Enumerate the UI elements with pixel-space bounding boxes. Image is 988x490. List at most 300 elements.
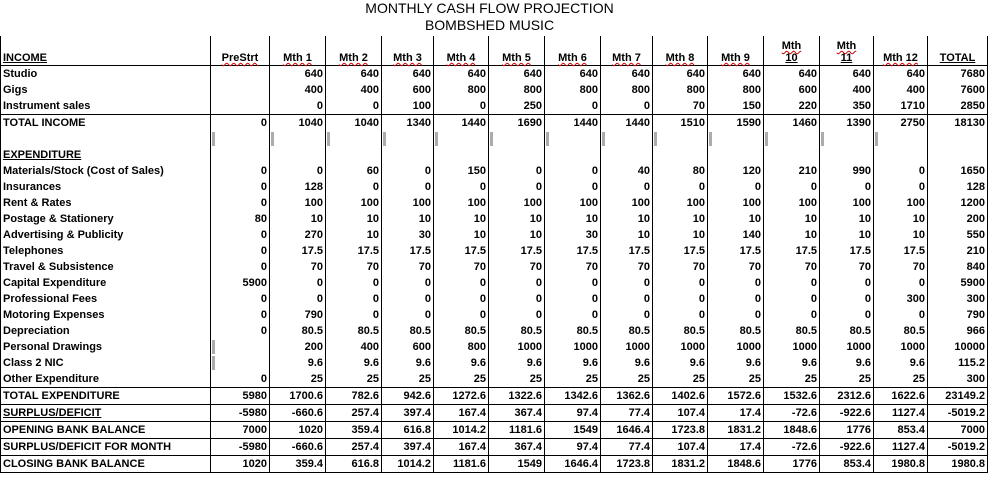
cell-prestart[interactable]: 0 bbox=[211, 195, 270, 211]
cell-m1[interactable] bbox=[270, 147, 326, 163]
cell-m10[interactable]: 600 bbox=[764, 82, 820, 98]
cell-m5[interactable]: 1000 bbox=[489, 339, 545, 355]
cell-m10[interactable]: 0 bbox=[764, 275, 820, 291]
cell-m8[interactable] bbox=[653, 147, 708, 163]
cell-m9[interactable]: 120 bbox=[708, 163, 764, 179]
cell-m7[interactable]: 10 bbox=[601, 227, 653, 243]
row-label[interactable]: SURPLUS/DEFICIT bbox=[1, 405, 211, 422]
cell-m10[interactable]: 0 bbox=[764, 291, 820, 307]
cell-total[interactable]: 1200 bbox=[928, 195, 988, 211]
cell-m11[interactable]: 70 bbox=[820, 259, 874, 275]
cell-m6[interactable]: 0 bbox=[545, 291, 601, 307]
cell-m10[interactable]: -72.6 bbox=[764, 405, 820, 422]
cell-m1[interactable]: 80.5 bbox=[270, 323, 326, 339]
cell-m4[interactable]: 800 bbox=[434, 82, 489, 98]
cell-m1[interactable]: 128 bbox=[270, 179, 326, 195]
cell-m8[interactable]: 10 bbox=[653, 211, 708, 227]
cell-m4[interactable] bbox=[434, 131, 489, 147]
cell-prestart[interactable] bbox=[211, 131, 270, 147]
cell-m4[interactable] bbox=[434, 147, 489, 163]
cell-prestart[interactable]: 0 bbox=[211, 243, 270, 259]
cell-prestart[interactable]: 5980 bbox=[211, 388, 270, 405]
cell-total[interactable]: 1650 bbox=[928, 163, 988, 179]
cell-prestart[interactable]: 0 bbox=[211, 179, 270, 195]
cell-total[interactable]: -5019.2 bbox=[928, 405, 988, 422]
cell-prestart[interactable]: 0 bbox=[211, 307, 270, 323]
row-label[interactable]: Instrument sales bbox=[1, 98, 211, 115]
cell-total[interactable]: 966 bbox=[928, 323, 988, 339]
cell-m2[interactable]: 0 bbox=[326, 275, 382, 291]
cell-m7[interactable]: 0 bbox=[601, 291, 653, 307]
cell-m9[interactable]: 1831.2 bbox=[708, 422, 764, 439]
cell-m3[interactable]: 70 bbox=[382, 259, 434, 275]
cell-m9[interactable]: 0 bbox=[708, 275, 764, 291]
cell-m5[interactable] bbox=[489, 131, 545, 147]
cell-m7[interactable]: 1646.4 bbox=[601, 422, 653, 439]
cell-m10[interactable]: 220 bbox=[764, 98, 820, 115]
cell-m6[interactable]: 100 bbox=[545, 195, 601, 211]
cell-m12[interactable]: 1710 bbox=[874, 98, 928, 115]
cell-m11[interactable] bbox=[820, 131, 874, 147]
cell-m3[interactable]: 100 bbox=[382, 195, 434, 211]
row-label[interactable]: TOTAL EXPENDITURE bbox=[1, 388, 211, 405]
cell-m8[interactable]: 100 bbox=[653, 195, 708, 211]
cell-m11[interactable]: 9.6 bbox=[820, 355, 874, 371]
cell-total[interactable]: -5019.2 bbox=[928, 439, 988, 456]
cell-m8[interactable]: 80.5 bbox=[653, 323, 708, 339]
cell-m5[interactable]: 70 bbox=[489, 259, 545, 275]
cell-m9[interactable]: 1000 bbox=[708, 339, 764, 355]
cell-m7[interactable]: 10 bbox=[601, 211, 653, 227]
cell-m3[interactable]: 0 bbox=[382, 307, 434, 323]
cell-m9[interactable]: 640 bbox=[708, 66, 764, 83]
cell-m6[interactable]: 800 bbox=[545, 82, 601, 98]
cell-m3[interactable]: 0 bbox=[382, 275, 434, 291]
cell-m9[interactable]: 1590 bbox=[708, 115, 764, 132]
cell-m4[interactable]: 0 bbox=[434, 307, 489, 323]
cell-prestart[interactable]: 0 bbox=[211, 227, 270, 243]
row-label[interactable]: Other Expenditure bbox=[1, 371, 211, 388]
cell-m6[interactable]: 1549 bbox=[545, 422, 601, 439]
cell-m4[interactable]: 100 bbox=[434, 195, 489, 211]
header-month-6[interactable]: Mth 6 bbox=[545, 36, 601, 66]
cell-m3[interactable]: 397.4 bbox=[382, 439, 434, 456]
cell-m9[interactable]: 800 bbox=[708, 82, 764, 98]
cell-m2[interactable]: 60 bbox=[326, 163, 382, 179]
cell-m4[interactable]: 0 bbox=[434, 179, 489, 195]
cell-m9[interactable]: 25 bbox=[708, 371, 764, 388]
row-label[interactable]: Capital Expenditure bbox=[1, 275, 211, 291]
cell-m10[interactable]: 80.5 bbox=[764, 323, 820, 339]
cell-m2[interactable]: 0 bbox=[326, 179, 382, 195]
cell-total[interactable]: 300 bbox=[928, 291, 988, 307]
cell-m8[interactable]: 0 bbox=[653, 275, 708, 291]
cell-m1[interactable]: 1020 bbox=[270, 422, 326, 439]
cell-m3[interactable]: 640 bbox=[382, 66, 434, 83]
cell-m1[interactable]: 400 bbox=[270, 82, 326, 98]
cell-m4[interactable]: 25 bbox=[434, 371, 489, 388]
cell-m7[interactable]: 640 bbox=[601, 66, 653, 83]
row-label[interactable]: Studio bbox=[1, 66, 211, 83]
cell-m12[interactable] bbox=[874, 131, 928, 147]
cell-prestart[interactable]: 0 bbox=[211, 291, 270, 307]
cell-m12[interactable]: 1980.8 bbox=[874, 456, 928, 473]
cell-m7[interactable]: 800 bbox=[601, 82, 653, 98]
cell-m12[interactable]: 17.5 bbox=[874, 243, 928, 259]
cell-m5[interactable]: 0 bbox=[489, 275, 545, 291]
cell-m7[interactable]: 77.4 bbox=[601, 405, 653, 422]
cell-m5[interactable]: 17.5 bbox=[489, 243, 545, 259]
cell-m11[interactable]: -922.6 bbox=[820, 439, 874, 456]
cell-m5[interactable]: 1181.6 bbox=[489, 422, 545, 439]
row-label[interactable]: SURPLUS/DEFICIT FOR MONTH bbox=[1, 439, 211, 456]
cell-m8[interactable]: 1510 bbox=[653, 115, 708, 132]
cell-m10[interactable]: 1000 bbox=[764, 339, 820, 355]
cell-m12[interactable]: 1000 bbox=[874, 339, 928, 355]
cell-total[interactable]: 7600 bbox=[928, 82, 988, 98]
cell-m10[interactable]: -72.6 bbox=[764, 439, 820, 456]
cell-m5[interactable]: 1690 bbox=[489, 115, 545, 132]
cell-m9[interactable]: 100 bbox=[708, 195, 764, 211]
cell-m6[interactable]: 80.5 bbox=[545, 323, 601, 339]
cell-m1[interactable]: 10 bbox=[270, 211, 326, 227]
cell-m1[interactable]: 70 bbox=[270, 259, 326, 275]
cell-m4[interactable]: 0 bbox=[434, 291, 489, 307]
cell-m10[interactable]: 640 bbox=[764, 66, 820, 83]
cell-m4[interactable]: 9.6 bbox=[434, 355, 489, 371]
cell-m7[interactable]: 77.4 bbox=[601, 439, 653, 456]
cell-m9[interactable]: 17.5 bbox=[708, 243, 764, 259]
cell-m2[interactable]: 257.4 bbox=[326, 405, 382, 422]
cell-total[interactable]: 300 bbox=[928, 371, 988, 388]
cell-m10[interactable]: 9.6 bbox=[764, 355, 820, 371]
cell-m6[interactable] bbox=[545, 147, 601, 163]
row-label[interactable]: OPENING BANK BALANCE bbox=[1, 422, 211, 439]
cell-prestart[interactable] bbox=[211, 98, 270, 115]
cell-m10[interactable]: 1532.6 bbox=[764, 388, 820, 405]
cell-m8[interactable]: 9.6 bbox=[653, 355, 708, 371]
cell-m10[interactable]: 100 bbox=[764, 195, 820, 211]
cell-m5[interactable]: 250 bbox=[489, 98, 545, 115]
cell-m4[interactable]: 17.5 bbox=[434, 243, 489, 259]
cell-m2[interactable]: 0 bbox=[326, 307, 382, 323]
cell-m9[interactable] bbox=[708, 147, 764, 163]
cell-total[interactable] bbox=[928, 147, 988, 163]
header-month-11[interactable]: Mth 11 bbox=[820, 36, 874, 66]
cell-m3[interactable]: 1014.2 bbox=[382, 456, 434, 473]
cell-m11[interactable] bbox=[820, 147, 874, 163]
cell-m6[interactable]: 1000 bbox=[545, 339, 601, 355]
cell-m10[interactable] bbox=[764, 131, 820, 147]
cell-prestart[interactable]: -5980 bbox=[211, 439, 270, 456]
cell-m3[interactable]: 100 bbox=[382, 98, 434, 115]
cell-m4[interactable]: 70 bbox=[434, 259, 489, 275]
cell-m7[interactable]: 70 bbox=[601, 259, 653, 275]
cell-m8[interactable]: 70 bbox=[653, 98, 708, 115]
cell-m2[interactable]: 400 bbox=[326, 339, 382, 355]
cell-m4[interactable]: 1014.2 bbox=[434, 422, 489, 439]
cell-m8[interactable]: 1831.2 bbox=[653, 456, 708, 473]
header-month-8[interactable]: Mth 8 bbox=[653, 36, 708, 66]
cell-total[interactable]: 7000 bbox=[928, 422, 988, 439]
cell-m12[interactable]: 0 bbox=[874, 179, 928, 195]
cell-m1[interactable]: 0 bbox=[270, 291, 326, 307]
cell-m9[interactable]: 140 bbox=[708, 227, 764, 243]
cell-m2[interactable]: 10 bbox=[326, 211, 382, 227]
cell-m7[interactable]: 1362.6 bbox=[601, 388, 653, 405]
cell-m5[interactable]: 640 bbox=[489, 66, 545, 83]
cell-m9[interactable]: 0 bbox=[708, 179, 764, 195]
header-prestart[interactable]: PreStrt bbox=[211, 36, 270, 66]
cell-m5[interactable]: 367.4 bbox=[489, 405, 545, 422]
cell-m2[interactable]: 100 bbox=[326, 195, 382, 211]
cell-m6[interactable]: 0 bbox=[545, 179, 601, 195]
cell-total[interactable]: 840 bbox=[928, 259, 988, 275]
cell-total[interactable]: 200 bbox=[928, 211, 988, 227]
cell-prestart[interactable]: -5980 bbox=[211, 405, 270, 422]
cell-m12[interactable]: 0 bbox=[874, 275, 928, 291]
cell-m7[interactable]: 0 bbox=[601, 307, 653, 323]
cell-m3[interactable]: 17.5 bbox=[382, 243, 434, 259]
cell-m2[interactable] bbox=[326, 147, 382, 163]
cell-m12[interactable]: 9.6 bbox=[874, 355, 928, 371]
row-label[interactable]: Gigs bbox=[1, 82, 211, 98]
cell-m7[interactable]: 0 bbox=[601, 179, 653, 195]
cell-prestart[interactable]: 0 bbox=[211, 259, 270, 275]
cell-m3[interactable] bbox=[382, 131, 434, 147]
cell-m12[interactable]: 300 bbox=[874, 291, 928, 307]
cell-m11[interactable]: 853.4 bbox=[820, 456, 874, 473]
cell-m2[interactable]: 782.6 bbox=[326, 388, 382, 405]
cell-m2[interactable]: 400 bbox=[326, 82, 382, 98]
cell-prestart[interactable] bbox=[211, 339, 270, 355]
cell-m2[interactable]: 0 bbox=[326, 291, 382, 307]
cell-m7[interactable]: 9.6 bbox=[601, 355, 653, 371]
cell-m12[interactable]: 70 bbox=[874, 259, 928, 275]
cell-m9[interactable]: 17.4 bbox=[708, 405, 764, 422]
cell-m12[interactable]: 2750 bbox=[874, 115, 928, 132]
cell-prestart[interactable]: 0 bbox=[211, 115, 270, 132]
cell-m4[interactable]: 10 bbox=[434, 211, 489, 227]
cell-m3[interactable]: 616.8 bbox=[382, 422, 434, 439]
row-label[interactable]: Class 2 NIC bbox=[1, 355, 211, 371]
cell-m6[interactable] bbox=[545, 131, 601, 147]
cell-total[interactable]: 7680 bbox=[928, 66, 988, 83]
cell-m6[interactable]: 97.4 bbox=[545, 439, 601, 456]
row-label[interactable]: Personal Drawings bbox=[1, 339, 211, 355]
cell-m4[interactable]: 640 bbox=[434, 66, 489, 83]
cell-m3[interactable]: 942.6 bbox=[382, 388, 434, 405]
cell-m10[interactable]: 10 bbox=[764, 227, 820, 243]
cell-prestart[interactable]: 0 bbox=[211, 323, 270, 339]
cell-m12[interactable]: 10 bbox=[874, 211, 928, 227]
cell-m8[interactable]: 107.4 bbox=[653, 439, 708, 456]
cell-m10[interactable]: 0 bbox=[764, 307, 820, 323]
header-income[interactable]: INCOME bbox=[1, 36, 211, 66]
cell-m6[interactable]: 1646.4 bbox=[545, 456, 601, 473]
cell-total[interactable]: 210 bbox=[928, 243, 988, 259]
cell-m2[interactable]: 0 bbox=[326, 98, 382, 115]
cell-m1[interactable]: -660.6 bbox=[270, 405, 326, 422]
cell-m1[interactable]: 17.5 bbox=[270, 243, 326, 259]
cell-total[interactable]: 23149.2 bbox=[928, 388, 988, 405]
cell-m1[interactable]: 9.6 bbox=[270, 355, 326, 371]
cell-m2[interactable] bbox=[326, 131, 382, 147]
cell-m8[interactable]: 640 bbox=[653, 66, 708, 83]
cell-m11[interactable]: 1390 bbox=[820, 115, 874, 132]
cell-m7[interactable]: 100 bbox=[601, 195, 653, 211]
row-label[interactable]: EXPENDITURE bbox=[1, 147, 211, 163]
cell-m7[interactable]: 40 bbox=[601, 163, 653, 179]
cell-m3[interactable] bbox=[382, 147, 434, 163]
cell-prestart[interactable]: 0 bbox=[211, 163, 270, 179]
cell-m5[interactable]: 10 bbox=[489, 211, 545, 227]
cell-m9[interactable]: 0 bbox=[708, 291, 764, 307]
cell-m6[interactable]: 0 bbox=[545, 275, 601, 291]
cell-prestart[interactable] bbox=[211, 355, 270, 371]
cell-m6[interactable]: 9.6 bbox=[545, 355, 601, 371]
cell-m3[interactable]: 600 bbox=[382, 82, 434, 98]
cell-m1[interactable]: 25 bbox=[270, 371, 326, 388]
cell-m6[interactable]: 17.5 bbox=[545, 243, 601, 259]
row-label[interactable]: Professional Fees bbox=[1, 291, 211, 307]
cell-m1[interactable]: 1040 bbox=[270, 115, 326, 132]
cell-m12[interactable]: 25 bbox=[874, 371, 928, 388]
header-month-9[interactable]: Mth 9 bbox=[708, 36, 764, 66]
cell-m1[interactable]: 0 bbox=[270, 98, 326, 115]
cell-m5[interactable]: 25 bbox=[489, 371, 545, 388]
cell-m4[interactable]: 1272.6 bbox=[434, 388, 489, 405]
cell-m6[interactable]: 70 bbox=[545, 259, 601, 275]
cell-m12[interactable]: 0 bbox=[874, 163, 928, 179]
cell-total[interactable]: 5900 bbox=[928, 275, 988, 291]
cell-m1[interactable]: 0 bbox=[270, 163, 326, 179]
cell-m6[interactable]: 25 bbox=[545, 371, 601, 388]
cell-m6[interactable]: 10 bbox=[545, 211, 601, 227]
cell-total[interactable]: 18130 bbox=[928, 115, 988, 132]
cell-m10[interactable]: 1776 bbox=[764, 456, 820, 473]
cell-m10[interactable] bbox=[764, 147, 820, 163]
cell-m9[interactable]: 17.4 bbox=[708, 439, 764, 456]
cell-m7[interactable] bbox=[601, 131, 653, 147]
cell-m4[interactable]: 0 bbox=[434, 275, 489, 291]
cell-m11[interactable]: 0 bbox=[820, 291, 874, 307]
cell-m11[interactable]: 400 bbox=[820, 82, 874, 98]
cell-m5[interactable]: 0 bbox=[489, 291, 545, 307]
cell-m9[interactable]: 1848.6 bbox=[708, 456, 764, 473]
cell-m9[interactable]: 1572.6 bbox=[708, 388, 764, 405]
row-label[interactable]: CLOSING BANK BALANCE bbox=[1, 456, 211, 473]
cell-m8[interactable]: 17.5 bbox=[653, 243, 708, 259]
cell-m7[interactable]: 0 bbox=[601, 98, 653, 115]
cell-m1[interactable]: -660.6 bbox=[270, 439, 326, 456]
cell-m11[interactable]: 350 bbox=[820, 98, 874, 115]
cell-m9[interactable]: 150 bbox=[708, 98, 764, 115]
cell-m5[interactable]: 800 bbox=[489, 82, 545, 98]
header-month-1[interactable]: Mth 1 bbox=[270, 36, 326, 66]
row-label[interactable] bbox=[1, 131, 211, 147]
cell-m6[interactable]: 640 bbox=[545, 66, 601, 83]
cell-m3[interactable]: 30 bbox=[382, 227, 434, 243]
cell-m5[interactable]: 0 bbox=[489, 307, 545, 323]
cell-m8[interactable]: 800 bbox=[653, 82, 708, 98]
cell-m5[interactable]: 100 bbox=[489, 195, 545, 211]
cell-m9[interactable]: 9.6 bbox=[708, 355, 764, 371]
row-label[interactable]: Travel & Subsistence bbox=[1, 259, 211, 275]
cell-m8[interactable]: 1000 bbox=[653, 339, 708, 355]
cell-m4[interactable]: 80.5 bbox=[434, 323, 489, 339]
row-label[interactable]: Postage & Stationery bbox=[1, 211, 211, 227]
cell-m10[interactable]: 17.5 bbox=[764, 243, 820, 259]
cell-m7[interactable]: 25 bbox=[601, 371, 653, 388]
cell-m2[interactable]: 1040 bbox=[326, 115, 382, 132]
cell-total[interactable]: 10000 bbox=[928, 339, 988, 355]
cell-prestart[interactable]: 1020 bbox=[211, 456, 270, 473]
cell-m12[interactable]: 10 bbox=[874, 227, 928, 243]
cell-m4[interactable]: 167.4 bbox=[434, 439, 489, 456]
cell-m5[interactable]: 1549 bbox=[489, 456, 545, 473]
cell-m6[interactable]: 1440 bbox=[545, 115, 601, 132]
cell-m2[interactable]: 616.8 bbox=[326, 456, 382, 473]
cell-m2[interactable]: 17.5 bbox=[326, 243, 382, 259]
cell-m7[interactable]: 80.5 bbox=[601, 323, 653, 339]
cell-m4[interactable]: 150 bbox=[434, 163, 489, 179]
cell-m8[interactable] bbox=[653, 131, 708, 147]
header-month-2[interactable]: Mth 2 bbox=[326, 36, 382, 66]
cell-m12[interactable]: 640 bbox=[874, 66, 928, 83]
cell-m10[interactable]: 1848.6 bbox=[764, 422, 820, 439]
cell-m6[interactable]: 0 bbox=[545, 307, 601, 323]
cell-m12[interactable]: 1127.4 bbox=[874, 405, 928, 422]
cell-m12[interactable]: 100 bbox=[874, 195, 928, 211]
cell-m9[interactable] bbox=[708, 131, 764, 147]
cell-m7[interactable] bbox=[601, 147, 653, 163]
cell-m4[interactable]: 167.4 bbox=[434, 405, 489, 422]
cell-m11[interactable]: 1000 bbox=[820, 339, 874, 355]
cell-m10[interactable]: 210 bbox=[764, 163, 820, 179]
cell-m11[interactable]: 10 bbox=[820, 227, 874, 243]
cell-m8[interactable]: 80 bbox=[653, 163, 708, 179]
cell-m10[interactable]: 70 bbox=[764, 259, 820, 275]
cell-m4[interactable]: 1181.6 bbox=[434, 456, 489, 473]
row-label[interactable]: Materials/Stock (Cost of Sales) bbox=[1, 163, 211, 179]
cell-m2[interactable]: 10 bbox=[326, 227, 382, 243]
cell-m3[interactable]: 9.6 bbox=[382, 355, 434, 371]
cell-m8[interactable]: 70 bbox=[653, 259, 708, 275]
cell-m4[interactable]: 800 bbox=[434, 339, 489, 355]
cell-prestart[interactable]: 7000 bbox=[211, 422, 270, 439]
cell-prestart[interactable]: 80 bbox=[211, 211, 270, 227]
cell-m2[interactable]: 257.4 bbox=[326, 439, 382, 456]
cell-m8[interactable]: 0 bbox=[653, 179, 708, 195]
cell-m4[interactable]: 10 bbox=[434, 227, 489, 243]
cell-m2[interactable]: 25 bbox=[326, 371, 382, 388]
cell-m11[interactable]: 80.5 bbox=[820, 323, 874, 339]
cell-m2[interactable]: 640 bbox=[326, 66, 382, 83]
cell-m12[interactable]: 853.4 bbox=[874, 422, 928, 439]
cell-m5[interactable]: 10 bbox=[489, 227, 545, 243]
row-label[interactable]: Advertising & Publicity bbox=[1, 227, 211, 243]
cell-m3[interactable]: 80.5 bbox=[382, 323, 434, 339]
cell-m1[interactable] bbox=[270, 131, 326, 147]
cell-m1[interactable]: 0 bbox=[270, 275, 326, 291]
cell-m11[interactable]: 25 bbox=[820, 371, 874, 388]
cell-m5[interactable]: 80.5 bbox=[489, 323, 545, 339]
cell-m1[interactable]: 200 bbox=[270, 339, 326, 355]
cell-m11[interactable]: 640 bbox=[820, 66, 874, 83]
cell-m1[interactable]: 790 bbox=[270, 307, 326, 323]
cell-m8[interactable]: 1402.6 bbox=[653, 388, 708, 405]
